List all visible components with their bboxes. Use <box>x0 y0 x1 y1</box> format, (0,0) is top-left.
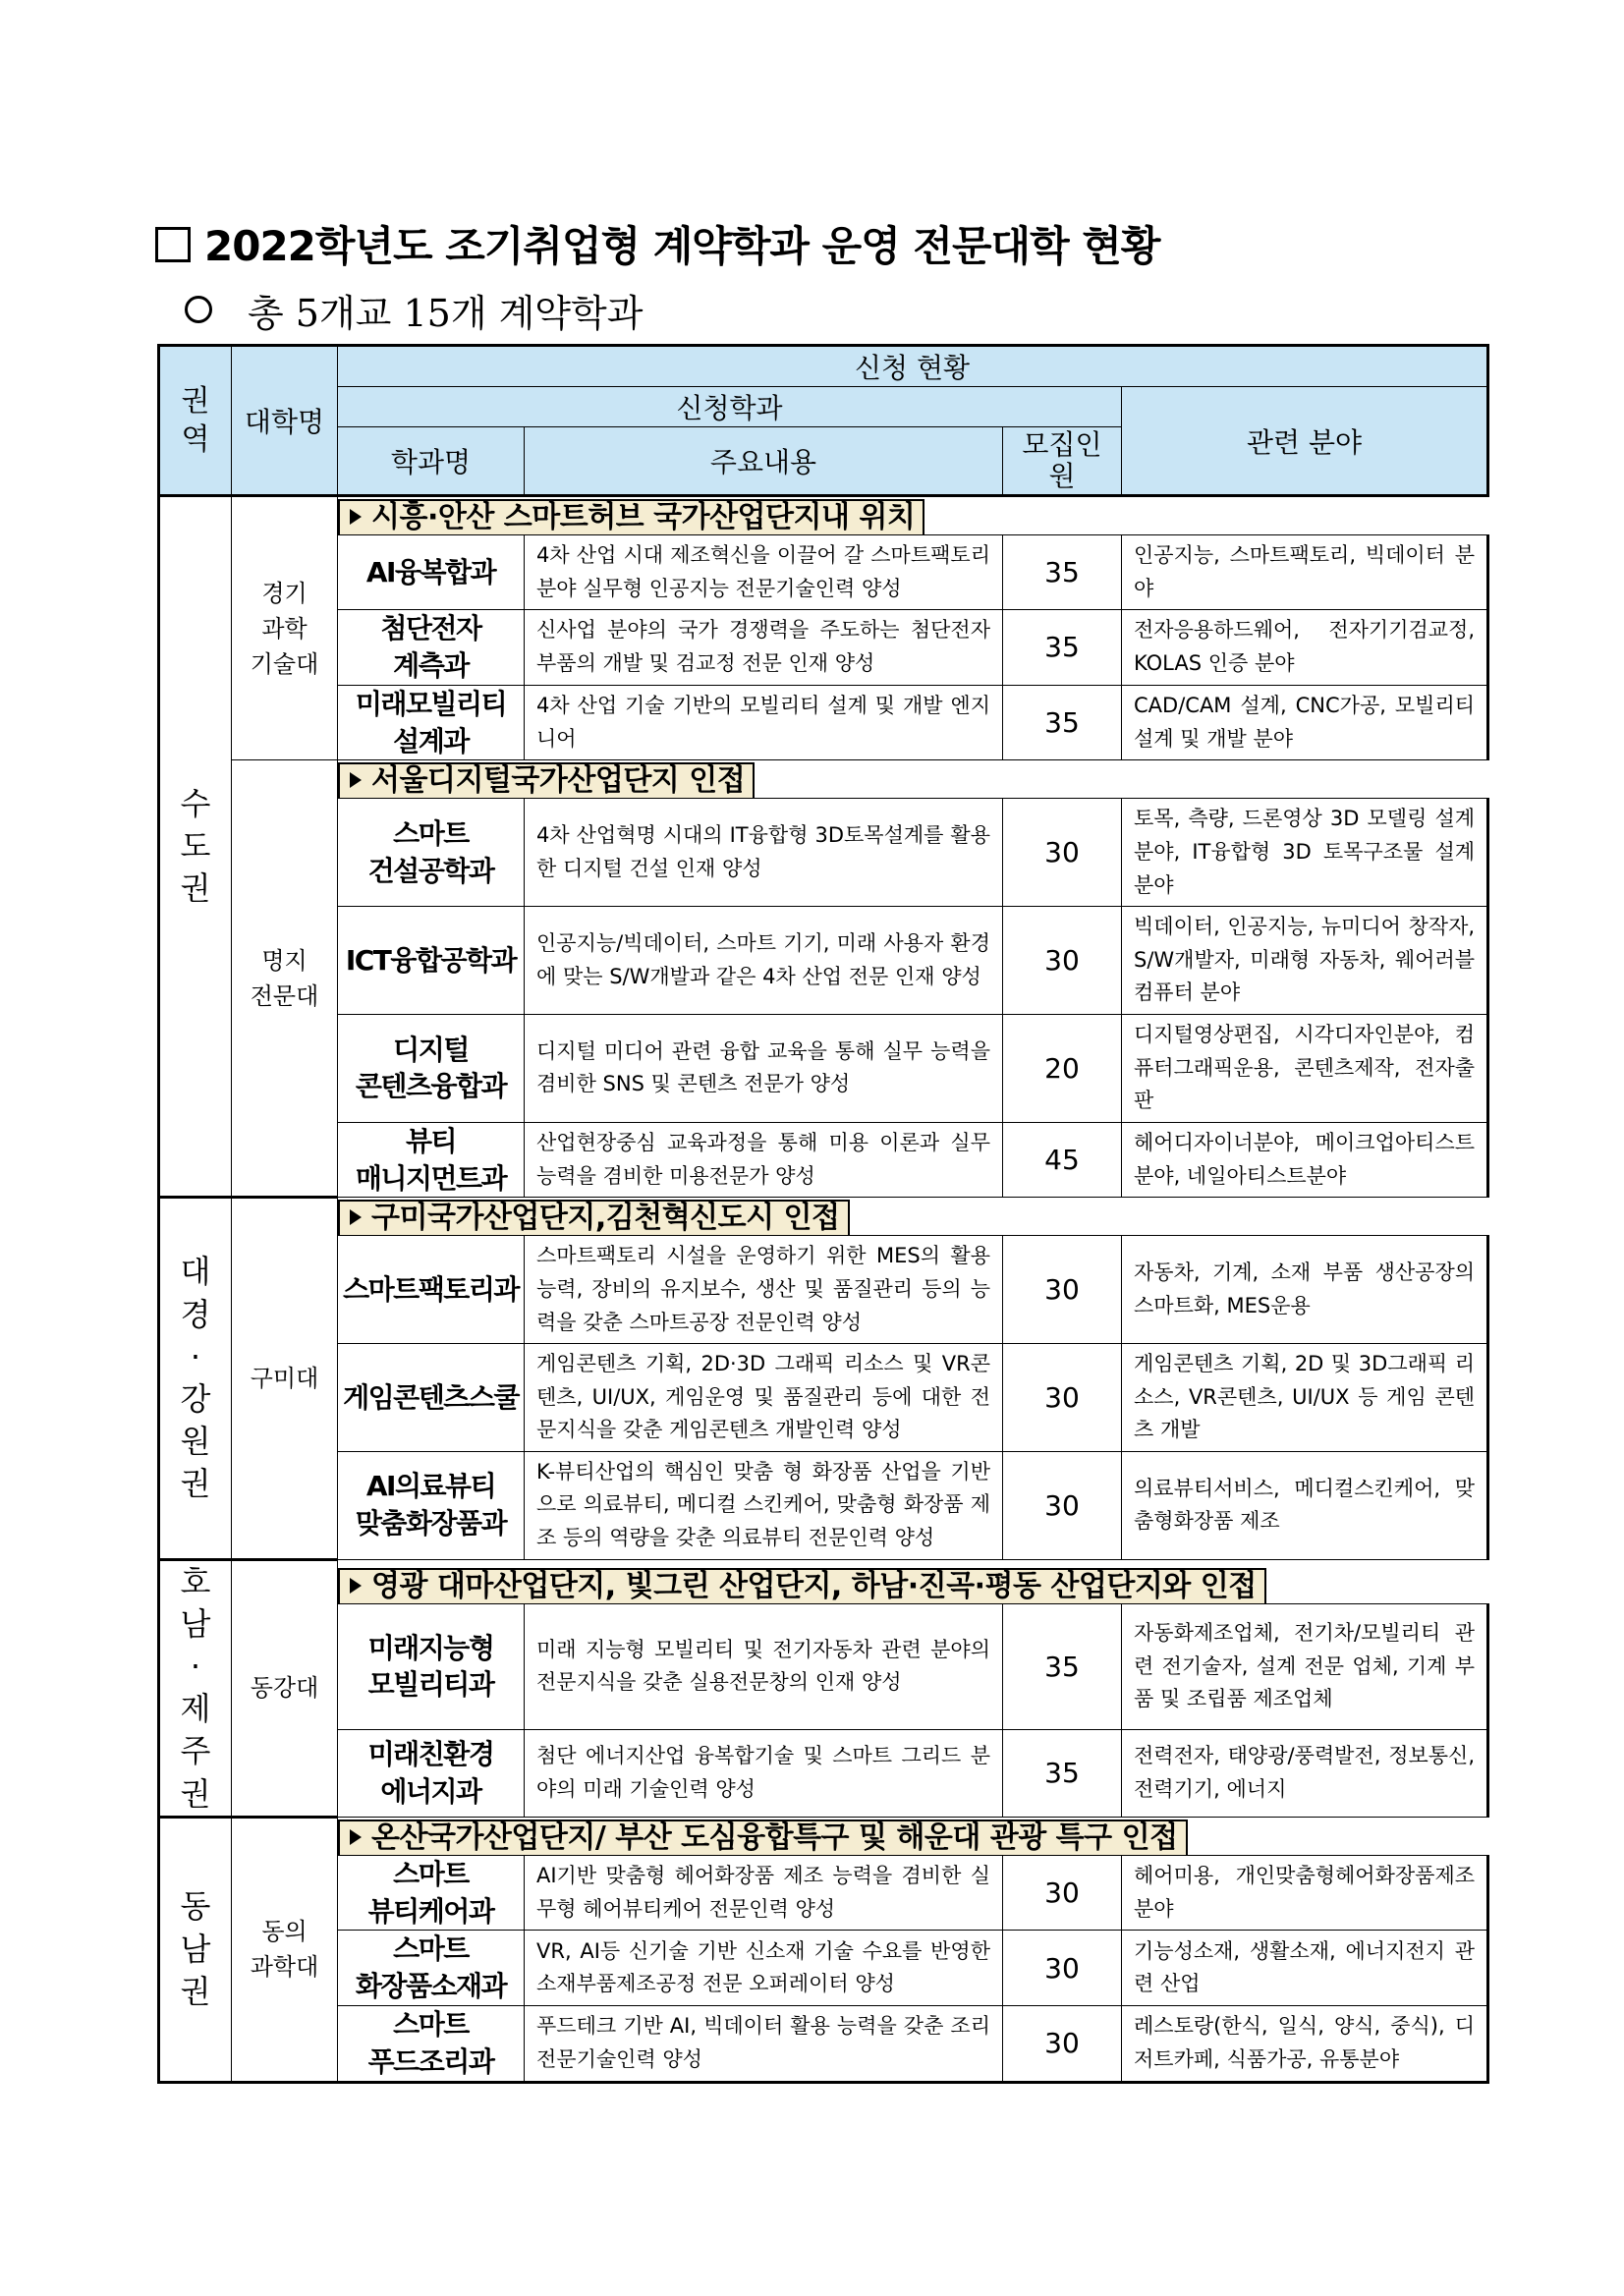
dept-row <box>159 907 1488 1015</box>
circle-bullet-icon <box>185 296 212 323</box>
dept-row <box>159 1604 1488 1730</box>
related-field-cell: 의료뷰티서비스, 메디컬스킨케어, 맞춤형화장품 제조 <box>1122 1451 1488 1559</box>
region-cell <box>159 496 232 1198</box>
region-label: 대경·강원권 <box>180 1253 211 1503</box>
location-banner <box>338 762 755 798</box>
dept-content-cell: AI기반 맞춤형 헤어화장품 제조 능력을 겸비한 실무형 헤어뷰티케어 전문인력 양성 <box>525 1855 1003 1931</box>
header-dept-name: 학과명 <box>338 427 525 496</box>
region-label: 호남·제주권 <box>180 1562 211 1813</box>
dept-content-cell: 미래 지능형 모빌리티 및 전기자동차 관련 분야의 전문지식을 갖춘 실용전문창의 인재 양성 <box>525 1604 1003 1730</box>
dept-content-cell: 푸드테크 기반 AI, 빅데이터 활용 능력을 갖춘 조리전문기술인력 양성 <box>525 2005 1003 2082</box>
dept-row <box>159 535 1488 610</box>
dept-row <box>159 1344 1488 1452</box>
university-cell: 경기 과학 기술대 <box>232 496 338 760</box>
recruitment-cell: 30 <box>1003 2005 1122 2082</box>
dept-content-cell: 디지털 미디어 관련 융합 교육을 통해 실무 능력을 겸비한 SNS 및 콘텐츠 전문가 양성 <box>525 1014 1003 1122</box>
related-field-cell: 헤어디자이너분야, 메이크업아티스트분야, 네일아티스트분야 <box>1122 1122 1488 1198</box>
dept-name-cell: 뷰티 매니지먼트과 <box>338 1122 525 1198</box>
triangle-right-icon <box>350 1209 362 1225</box>
region-cell <box>159 1817 232 2082</box>
banner-cell <box>338 1559 1488 1603</box>
banner-row <box>159 496 1488 535</box>
banner-text: 서울디지털국가산업단지 인접 <box>371 763 746 799</box>
recruitment-cell: 35 <box>1003 535 1122 610</box>
dept-content-cell: VR, AI등 신기술 기반 신소재 기술 수요를 반영한 소재부품제조공정 전문 오퍼레이터 양성 <box>525 1931 1003 2006</box>
dept-row <box>159 799 1488 907</box>
dept-content-cell: 4차 산업 기술 기반의 모빌리티 설계 및 개발 엔지니어 <box>525 685 1003 760</box>
dept-row <box>159 1729 1488 1817</box>
dept-content-cell: 산업현장중심 교육과정을 통해 미용 이론과 실무 능력을 겸비한 미용전문가 양성 <box>525 1122 1003 1198</box>
dept-content-cell: 4차 산업혁명 시대의 IT융합형 3D토목설계를 활용한 디지털 건설 인재 양성 <box>525 799 1003 907</box>
related-field-cell: 자동화제조업체, 전기차/모빌리티 관련 전기술자, 설계 전문 업체, 기계 부품 및 조립품 제조업체 <box>1122 1604 1488 1730</box>
dept-name-cell: 스마트팩토리과 <box>338 1236 525 1344</box>
university-cell: 동의 과학대 <box>232 1817 338 2082</box>
related-field-cell: 디지털영상편집, 시각디자인분야, 컴퓨터그래픽운용, 콘텐츠제작, 전자출판 <box>1122 1014 1488 1122</box>
recruitment-cell: 35 <box>1003 685 1122 760</box>
dept-row <box>159 1122 1488 1198</box>
related-field-cell: 헤어미용, 개인맞춤형헤어화장품제조 분야 <box>1122 1855 1488 1931</box>
recruitment-cell: 35 <box>1003 610 1122 686</box>
dept-row <box>159 1014 1488 1122</box>
recruitment-cell: 30 <box>1003 799 1122 907</box>
dept-name-cell: 미래친환경 에너지과 <box>338 1729 525 1817</box>
dept-content-cell: 게임콘텐츠 기획, 2D·3D 그래픽 리소스 및 VR콘텐츠, UI/UX, 게임운영 및 품질관리 등에 대한 전문지식을 갖춘 게임콘텐츠 개발인력 양성 <box>525 1344 1003 1452</box>
dept-name-cell: AI의료뷰티 맞춤화장품과 <box>338 1451 525 1559</box>
recruitment-cell: 35 <box>1003 1604 1122 1730</box>
banner-row <box>159 760 1488 799</box>
recruitment-cell: 45 <box>1003 1122 1122 1198</box>
checkbox-square-icon <box>155 227 191 262</box>
banner-text: 시흥·안산 스마트허브 국가산업단지내 위치 <box>371 500 916 534</box>
dept-name-cell: 스마트 건설공학과 <box>338 799 525 907</box>
university-cell: 동강대 <box>232 1559 338 1817</box>
header-recruitment: 모집인원 <box>1003 427 1122 496</box>
dept-name-cell: 디지털 콘텐츠융합과 <box>338 1014 525 1122</box>
recruitment-cell: 30 <box>1003 1344 1122 1452</box>
region-label: 동남권 <box>180 1887 211 2010</box>
dept-name-cell: 게임콘텐츠스쿨 <box>338 1344 525 1452</box>
recruitment-cell: 30 <box>1003 1855 1122 1931</box>
dept-content-cell: 스마트팩토리 시설을 운영하기 위한 MES의 활용 능력, 장비의 유지보수, 생산 및 품질관리 등의 능력을 갖춘 스마트공장 전문인력 양성 <box>525 1236 1003 1344</box>
dept-name-cell: AI융복합과 <box>338 535 525 610</box>
header-applied-dept: 신청학과 <box>338 387 1122 427</box>
dept-name-cell: 첨단전자 계측과 <box>338 610 525 686</box>
banner-text: 구미국가산업단지,김천혁신도시 인접 <box>371 1201 840 1236</box>
region-cell <box>159 1559 232 1817</box>
dept-name-cell: 스마트 뷰티케어과 <box>338 1855 525 1931</box>
dept-content-cell: 신사업 분야의 국가 경쟁력을 주도하는 첨단전자 부품의 개발 및 검교정 전문 인재 양성 <box>525 610 1003 686</box>
triangle-right-icon <box>350 509 362 525</box>
related-field-cell: 게임콘텐츠 기획, 2D 및 3D그래픽 리소스, VR콘텐츠, UI/UX 등 게임 콘텐츠 개발 <box>1122 1344 1488 1452</box>
banner-row <box>159 1198 1488 1236</box>
header-application-status: 신청 현황 <box>338 346 1488 387</box>
header-main-content: 주요내용 <box>525 427 1003 496</box>
dept-content-cell: 첨단 에너지산업 융복합기술 및 스마트 그리드 분야의 미래 기술인력 양성 <box>525 1729 1003 1817</box>
triangle-right-icon <box>350 1578 362 1594</box>
recruitment-cell: 30 <box>1003 1451 1122 1559</box>
banner-row <box>159 1559 1488 1603</box>
dept-name-cell: 미래지능형 모빌리티과 <box>338 1604 525 1730</box>
location-banner <box>338 1820 1188 1855</box>
triangle-right-icon <box>350 772 362 788</box>
related-field-cell: 기능성소재, 생활소재, 에너지전지 관련 산업 <box>1122 1931 1488 2006</box>
recruitment-cell: 30 <box>1003 1236 1122 1344</box>
university-cell: 구미대 <box>232 1198 338 1559</box>
related-field-cell: 전자응용하드웨어, 전자기기검교정, KOLAS 인증 분야 <box>1122 610 1488 686</box>
recruitment-cell: 30 <box>1003 1931 1122 2006</box>
contract-dept-table <box>157 344 1489 2084</box>
dept-row <box>159 1931 1488 2006</box>
dept-row <box>159 610 1488 686</box>
dept-row <box>159 2005 1488 2082</box>
dept-row <box>159 1236 1488 1344</box>
dept-content-cell: K-뷰티산업의 핵심인 맞춤 형 화장품 산업을 기반 으로 의료뷰티, 메디컬 스킨케어, 맞춤형 화장품 제조 등의 역량을 갖춘 의료뷰티 전문인력 양성 <box>525 1451 1003 1559</box>
related-field-cell: CAD/CAM 설계, CNC가공, 모빌리티 설계 및 개발 분야 <box>1122 685 1488 760</box>
header-university: 대학명 <box>232 346 338 496</box>
banner-text: 온산국가산업단지/ 부산 도심융합특구 및 해운대 관광 특구 인접 <box>371 1820 1178 1855</box>
dept-name-cell: 미래모빌리티 설계과 <box>338 685 525 760</box>
dept-row <box>159 685 1488 760</box>
dept-name-cell: ICT융합공학과 <box>338 907 525 1015</box>
banner-cell <box>338 1817 1488 1855</box>
related-field-cell: 자동차, 기계, 소재 부품 생산공장의 스마트화, MES운용 <box>1122 1236 1488 1344</box>
dept-content-cell: 인공지능/빅데이터, 스마트 기기, 미래 사용자 환경에 맞는 S/W개발과 같은 4차 산업 전문 인재 양성 <box>525 907 1003 1015</box>
related-field-cell: 전력전자, 태양광/풍력발전, 정보통신, 전력기기, 에너지 <box>1122 1729 1488 1817</box>
related-field-cell: 빅데이터, 인공지능, 뉴미디어 창작자, S/W개발자, 미래형 자동차, 웨어러블 컴퓨터 분야 <box>1122 907 1488 1015</box>
recruitment-cell: 20 <box>1003 1014 1122 1122</box>
banner-row <box>159 1817 1488 1855</box>
banner-text: 영광 대마산업단지, 빛그린 산업단지, 하남·진곡·평동 산업단지와 인접 <box>371 1569 1257 1604</box>
header-region: 권역 <box>159 346 232 496</box>
region-cell <box>159 1198 232 1559</box>
banner-cell <box>338 760 1488 799</box>
dept-content-cell: 4차 산업 시대 제조혁신을 이끌어 갈 스마트팩토리 분야 실무형 인공지능 전문기술인력 양성 <box>525 535 1003 610</box>
related-field-cell: 토목, 측량, 드론영상 3D 모델링 설계 분야, IT융합형 3D 토목구조물 설계 분야 <box>1122 799 1488 907</box>
dept-row <box>159 1451 1488 1559</box>
related-field-cell: 인공지능, 스마트팩토리, 빅데이터 분야 <box>1122 535 1488 610</box>
page-title: 2022학년도 조기취업형 계약학과 운영 전문대학 현황 <box>155 214 1159 273</box>
recruitment-cell: 30 <box>1003 907 1122 1015</box>
dept-name-cell: 스마트 푸드조리과 <box>338 2005 525 2082</box>
region-label: 수도권 <box>180 784 211 908</box>
banner-cell <box>338 1198 1488 1236</box>
university-cell: 명지 전문대 <box>232 760 338 1198</box>
page-subtitle: 총 5개교 15개 계약학과 <box>185 283 643 337</box>
triangle-right-icon <box>350 1829 362 1845</box>
location-banner <box>338 1568 1266 1603</box>
dept-row <box>159 1855 1488 1931</box>
location-banner <box>338 1200 850 1235</box>
related-field-cell: 레스토랑(한식, 일식, 양식, 중식), 디저트카페, 식품가공, 유통분야 <box>1122 2005 1488 2082</box>
recruitment-cell: 35 <box>1003 1729 1122 1817</box>
dept-name-cell: 스마트 화장품소재과 <box>338 1931 525 2006</box>
banner-cell <box>338 496 1488 535</box>
header-related-field: 관련 분야 <box>1122 387 1488 496</box>
location-banner <box>338 499 924 534</box>
